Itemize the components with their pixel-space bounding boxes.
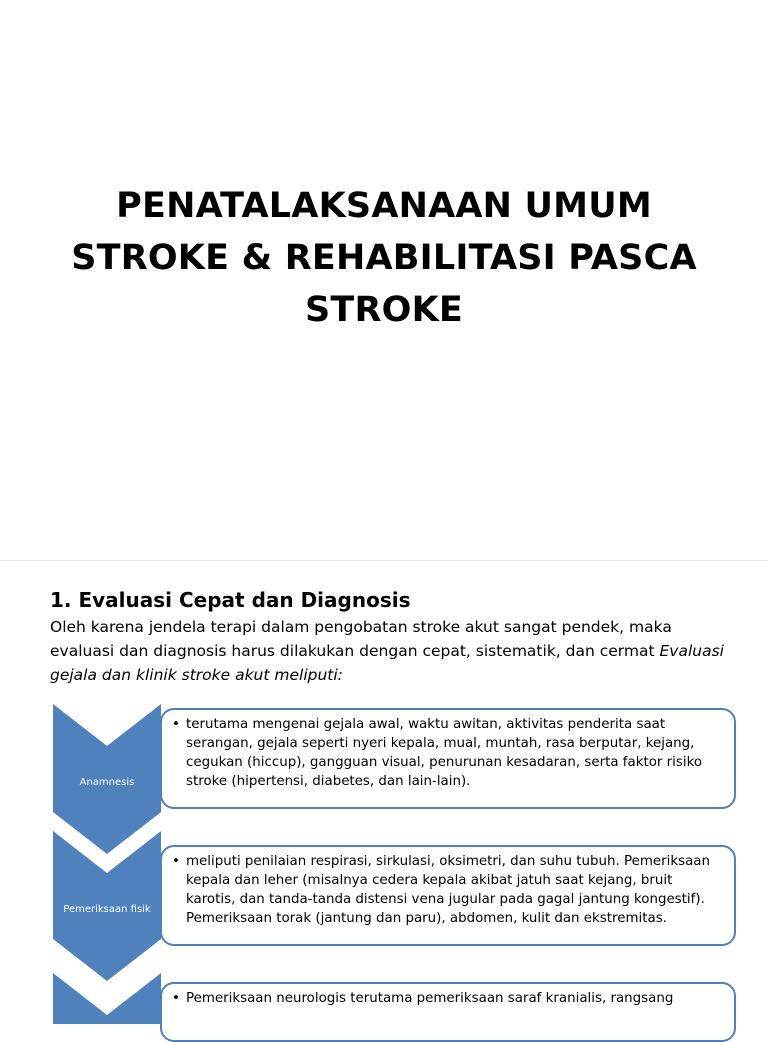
intro-line: gejala dan klinik stroke akut meliputi: — [50, 666, 343, 684]
step-box — [160, 708, 736, 809]
intro-line: Oleh karena jendela terapi dalam pengobatan stroke akut sangat pendek, maka — [50, 618, 672, 636]
bullet-item: • terutama mengenai gejala awal, waktu awitan, aktivitas penderita saat serangan, gejala seperti nyeri kepala, mual, muntah, rasa berputar, kejang, cegukan (hiccup), gangguan visual, penurunan kesadaran, serta faktor risiko stroke (hipertensi, diabetes, dan lain-lain). — [172, 717, 703, 789]
title-line: PENATALAKSANAAN UMUM — [116, 186, 652, 226]
intro-italic-word: Evaluasi — [659, 642, 724, 660]
intro-paragraph — [50, 615, 740, 687]
slide-title — [60, 180, 708, 336]
step-box — [160, 982, 736, 1042]
step-label: Anamnesis — [79, 777, 135, 788]
title-line: STROKE & REHABILITASI PASCA — [71, 238, 697, 278]
content-slide — [0, 561, 768, 1024]
bullet-icon: • — [172, 991, 180, 1006]
step-box — [160, 845, 736, 946]
intro-line: evaluasi dan diagnosis harus dilakukan dengan cepat, sistematik, dan cermat Evaluasi — [50, 642, 724, 660]
section-heading: 1. Evaluasi Cepat dan Diagnosis — [50, 588, 411, 612]
chevron-shape — [53, 973, 161, 1024]
bullet-item: • Pemeriksaan neurologis terutama pemeriksaan saraf kranialis, rangsang — [172, 991, 674, 1006]
bullet-item: • meliputi penilaian respirasi, sirkulasi, oksimetri, dan suhu tubuh. Pemeriksaan kepala dan leher (misalnya cedera kepala akibat jatuh saat kejang, bruit karotis, dan tanda-tanda distensi vena jugular pada gagal jantung kongestif). Pemeriksaan torak (jantung dan paru), abdomen, kulit dan ekstremitas. — [172, 854, 710, 926]
bullet-icon: • — [172, 717, 180, 732]
step-label: Pemeriksaan fisik — [63, 904, 151, 915]
bullet-icon: • — [172, 854, 180, 869]
title-line: STROKE — [304, 290, 464, 330]
